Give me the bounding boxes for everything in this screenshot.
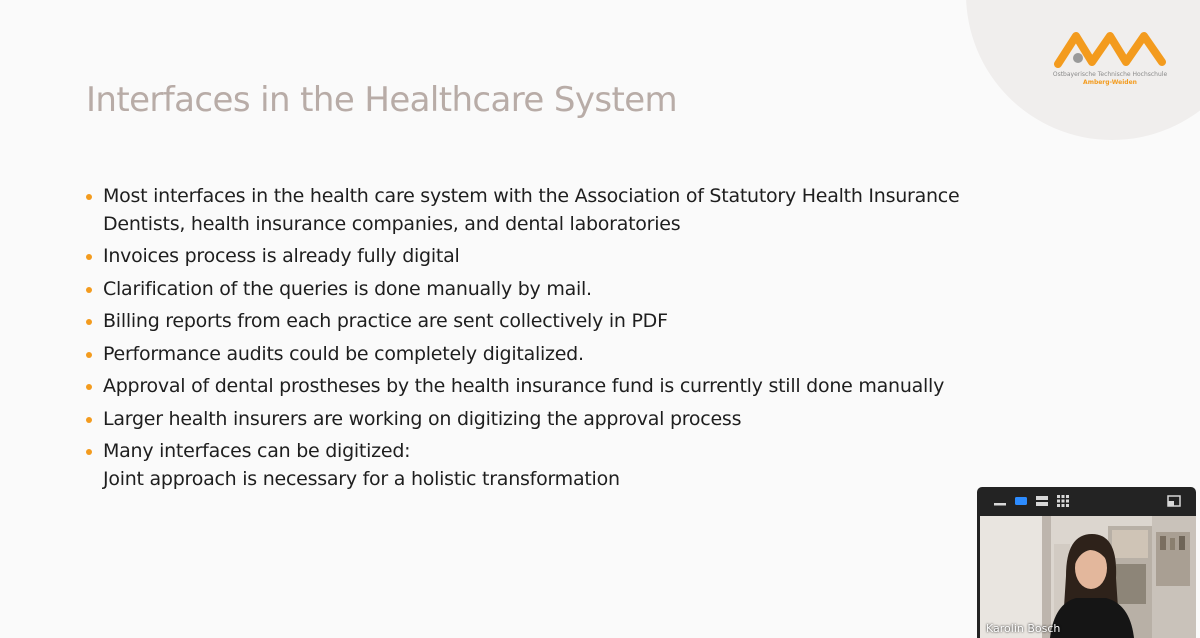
logo-caption bbox=[1020, 71, 1200, 87]
bullet-icon bbox=[86, 352, 92, 358]
video-panel-toolbar bbox=[977, 487, 1196, 515]
logo-line-2: Amberg-Weiden bbox=[1083, 79, 1137, 86]
amw-logo-icon bbox=[1054, 28, 1166, 70]
bullet-continuation: Joint approach is necessary for a holistic transformation bbox=[103, 467, 620, 490]
bullet-icon bbox=[86, 449, 92, 455]
participant-video-image bbox=[980, 516, 1196, 638]
bullet-icon bbox=[86, 194, 92, 200]
slide-title: Interfaces in the Healthcare System bbox=[86, 80, 678, 120]
bullet-text: Billing reports from each practice are sent collectively in PDF bbox=[103, 310, 668, 332]
participant-name-label: Karolin Bosch bbox=[986, 622, 1061, 635]
strip-view-icon[interactable] bbox=[1033, 493, 1051, 509]
bullet-item bbox=[86, 373, 1046, 401]
active-speaker-view-icon[interactable] bbox=[1012, 493, 1030, 509]
bullet-text: Clarification of the queries is done manually by mail. bbox=[103, 277, 592, 300]
participant-video bbox=[980, 516, 1196, 638]
bullet-item bbox=[86, 243, 1046, 271]
bullet-icon bbox=[86, 384, 92, 390]
bullet-text: Many interfaces can be digitized: bbox=[103, 440, 411, 462]
participant-video-panel[interactable] bbox=[977, 487, 1196, 638]
bullet-text: Approval of dental prostheses by the health insurance fund is currently still done manually bbox=[103, 375, 945, 397]
bullet-item bbox=[86, 341, 1046, 369]
exit-fullscreen-icon[interactable] bbox=[1165, 493, 1183, 509]
bullet-item bbox=[86, 406, 1046, 434]
gallery-view-icon[interactable] bbox=[1054, 493, 1072, 509]
bullet-item bbox=[86, 308, 1046, 336]
bullet-icon bbox=[86, 254, 92, 260]
logo-line-1: Ostbayerische Technische Hochschule bbox=[1052, 71, 1168, 78]
logo-background bbox=[966, 0, 1200, 140]
bullet-icon bbox=[86, 319, 92, 325]
bullet-item bbox=[86, 183, 1046, 238]
bullet-list bbox=[86, 183, 1046, 498]
minimize-icon[interactable] bbox=[991, 493, 1009, 509]
bullet-text: Most interfaces in the health care system with the Association of Statutory Health Insurance Dentists, health insurance companies, and dental laboratories bbox=[103, 185, 960, 235]
bullet-icon bbox=[86, 287, 92, 293]
bullet-item bbox=[86, 438, 1046, 493]
bullet-item bbox=[86, 276, 1046, 304]
bullet-text: Invoices process is already fully digital bbox=[103, 245, 460, 267]
bullet-text: Larger health insurers are working on digitizing the approval process bbox=[103, 407, 742, 430]
bullet-text: Performance audits could be completely digitalized. bbox=[103, 342, 584, 365]
bullet-icon bbox=[86, 417, 92, 423]
